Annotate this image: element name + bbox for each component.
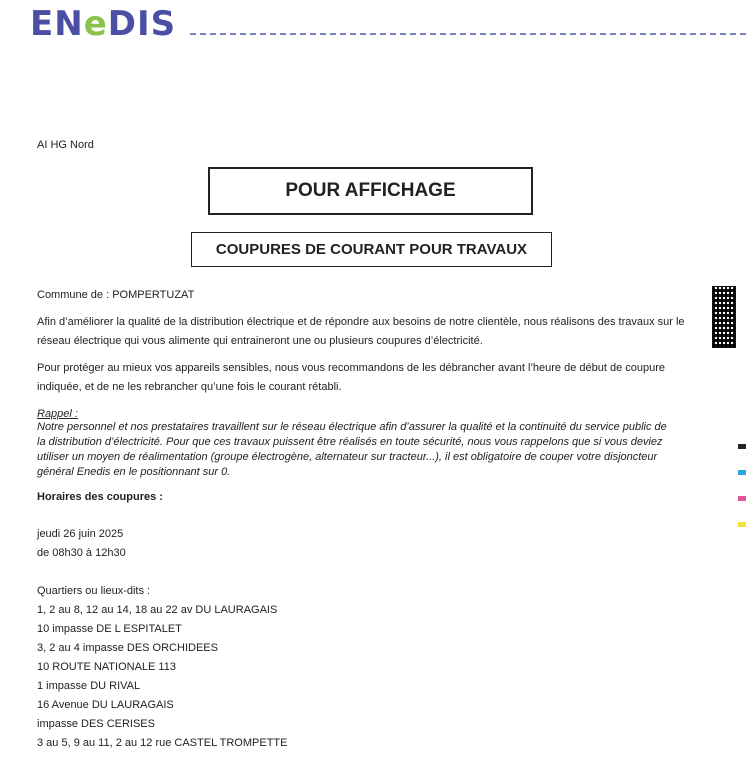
subtitle: COUPURES DE COURANT POUR TRAVAUX: [215, 241, 528, 258]
print-mark-magenta: [738, 496, 746, 501]
locations-list: [37, 601, 687, 753]
rappel-label: Rappel :: [37, 408, 78, 420]
datamatrix-code: [712, 286, 736, 348]
print-mark-yellow: [738, 522, 746, 527]
list-item: 10 ROUTE NATIONALE 113: [37, 661, 176, 673]
list-item: 3 au 5, 9 au 11, 2 au 12 rue CASTEL TROMPETTE: [37, 737, 288, 749]
subtitle-box: [191, 232, 552, 267]
sender-label: AI HG Nord: [37, 139, 94, 151]
cut-date: jeudi 26 juin 2025: [37, 528, 124, 540]
advice-paragraph: Pour protéger au mieux vos appareils sensibles, nous vous recommandons de les débrancher avant l’heure de début de coupure indiquée, et de ne les rebrancher qu’une fois le courant rétabli.: [37, 362, 665, 393]
header-rule: [190, 33, 746, 35]
enedis-logo: ENeDIS: [30, 4, 177, 44]
quartiers-title: Quartiers ou lieux-dits :: [37, 585, 151, 597]
rappel-paragraph: Notre personnel et nos prestataires travaillent sur le réseau électrique afin d’assurer la qualité et la continuité du service public de la distribution d’électricité. Pour que ces travaux puissent être réalisés en toute sécurité, nous vous rappelons que si vous deviez utiliser un moyen de réalimentation (groupe électrogène, alternateur sur tracteur...), il est obligatoire de couper votre disjoncteur général Enedis en le positionnant sur 0.: [37, 421, 667, 478]
cut-time: de 08h30 à 12h30: [37, 547, 126, 559]
print-mark-black: [738, 444, 746, 449]
list-item: impasse DES CERISES: [37, 718, 155, 730]
list-item: 1 impasse DU RIVAL: [37, 680, 141, 692]
list-item: 16 Avenue DU LAURAGAIS: [37, 699, 174, 711]
list-item: 3, 2 au 4 impasse DES ORCHIDEES: [37, 642, 218, 654]
list-item: 10 impasse DE L ESPITALET: [37, 623, 182, 635]
list-item: 1, 2 au 8, 12 au 14, 18 au 22 av DU LAURAGAIS: [37, 604, 278, 616]
horaires-title: Horaires des coupures :: [37, 491, 163, 503]
commune-line: Commune de : POMPERTUZAT: [37, 289, 195, 301]
title: POUR AFFICHAGE: [285, 180, 456, 201]
print-mark-cyan: [738, 470, 746, 475]
intro-paragraph: Afin d’améliorer la qualité de la distribution électrique et de répondre aux besoins de notre clientèle, nous réalisons des travaux sur le réseau électrique qui vous alimente qui entraineront une ou plusieurs coupures d’électricité.: [37, 316, 685, 347]
title-box: [208, 167, 533, 215]
